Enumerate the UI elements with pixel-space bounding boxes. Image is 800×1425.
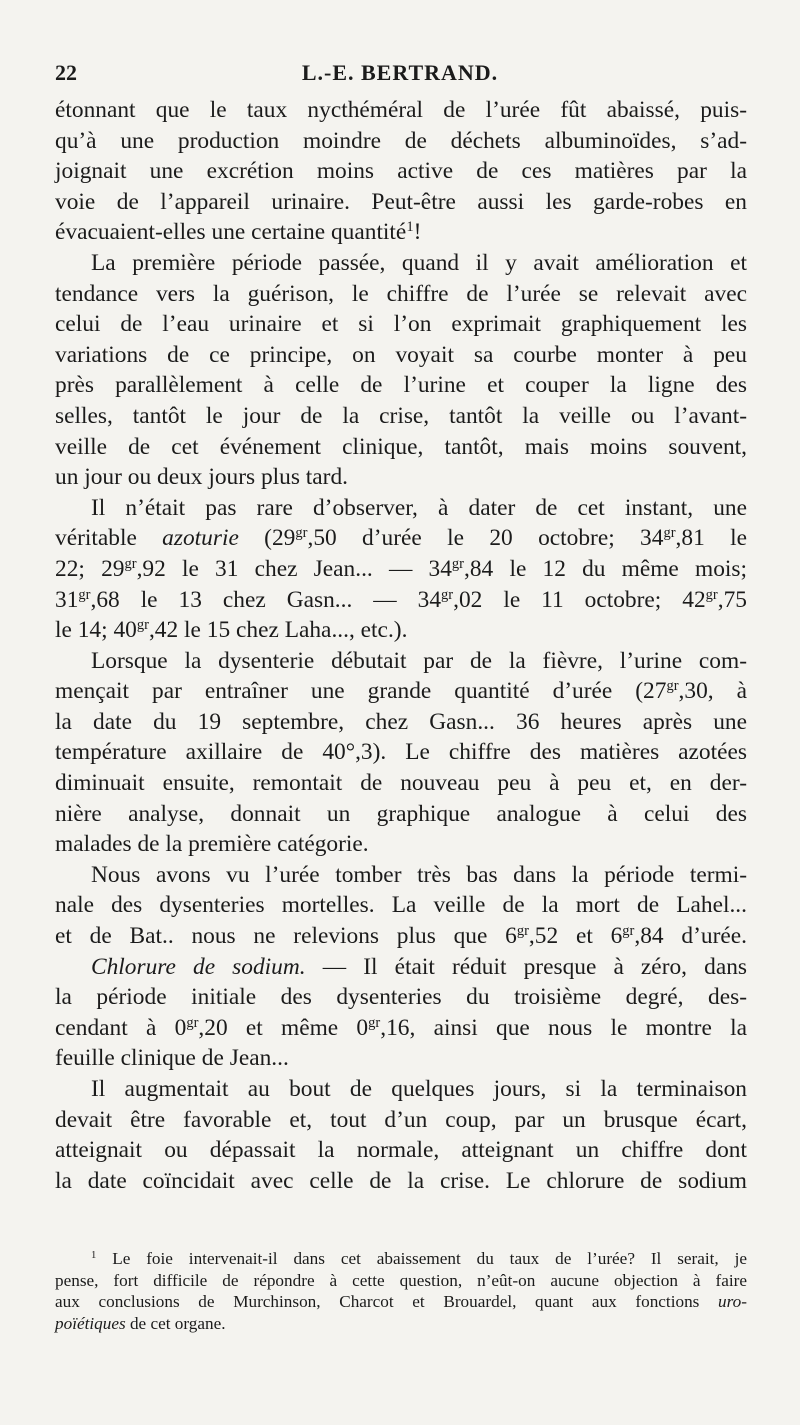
text-line: évacuaient-elles une certaine quantité$^1$!: [55, 219, 422, 246]
body-text: [55, 95, 747, 1196]
text-line: pense, fort difficile de répondre à cette question, n’eût-on aucune objection à faire: [55, 1270, 747, 1290]
text-line: selles, tantôt le jour de la crise, tantôt la veille ou l’avant-: [55, 402, 747, 429]
text-line: devait être favorable et, tout d’un coup, par un brusque écart,: [55, 1106, 747, 1133]
text-line: variations de ce principe, on voyait sa courbe monter à peu: [55, 341, 747, 368]
text-line: nale des dysenteries mortelles. La veille de la mort de Lahel...: [55, 892, 747, 919]
text-line: feuille clinique de Jean...: [55, 1045, 289, 1072]
text-line: la date du 19 septembre, chez Gasn... 36 heures après une: [55, 708, 747, 735]
text-line: $^1$ Le foie intervenait-il dans cet abaissement du taux de l’urée? Il serait, je: [91, 1249, 747, 1268]
text-line: tendance vers la guérison, le chiffre de l’urée se relevait avec: [55, 280, 747, 307]
text-line: et de Bat.. nous ne relevions plus que $6^{gr},52$ et $6^{gr},84$ d’urée.: [55, 923, 747, 950]
text-line: température axillaire de 40°,3). Le chiffre des matières azotées: [55, 739, 747, 766]
text-line: nière analyse, donnait un graphique analogue à celui des: [55, 800, 747, 827]
text-line: Nous avons vu l’urée tomber très bas dans la période termi-: [91, 861, 747, 888]
text-line: Il n’était pas rare d’observer, à dater de cet instant, une: [91, 494, 747, 521]
text-line: qu’à une production moindre de déchets albuminoïdes, s’ad-: [55, 127, 747, 154]
page-number: 22: [55, 60, 77, 85]
text-line: voie de l’appareil urinaire. Peut-être aussi les garde-robes en: [55, 188, 747, 215]
text-line: diminuait ensuite, remontait de nouveau peu à peu et, en der-: [55, 770, 747, 797]
text-line: La première période passée, quand il y avait amélioration et: [91, 249, 747, 276]
text-line: Chlorure de sodium. — Il était réduit presque à zéro, dans: [91, 953, 747, 980]
text-line: Il augmentait au bout de quelques jours, si la terminaison: [91, 1076, 747, 1102]
text-line: celui de l’eau urinaire et si l’on exprimait graphiquement les: [55, 311, 747, 338]
text-line: malades de la première catégorie.: [55, 831, 369, 858]
text-line: étonnant que le taux nycthéméral de l’urée fût abaissé, puis-: [55, 97, 747, 123]
text-line: la date coïncidait avec celle de la crise. Le chlorure de sodium: [55, 1167, 747, 1194]
text-line: un jour ou deux jours plus tard.: [55, 464, 348, 491]
text-line: Lorsque la dysenterie débutait par de la fièvre, l’urine com-: [91, 647, 747, 674]
text-line: aux conclusions de Murchinson, Charcot et Brouardel, quant aux fonctions uro-: [55, 1292, 747, 1311]
text-line: 22; $29^{gr},92$ le 31 chez Jean... — $34^{gr},84$ le 12 du même mois;: [55, 555, 747, 582]
text-line: la période initiale des dysenteries du troisième degré, des-: [55, 984, 747, 1011]
running-head-author: L.-E. BERTRAND.: [301, 60, 499, 85]
text-line: véritable azoturie ($29^{gr},50$ d’urée le 20 octobre; $34^{gr},81$ le: [55, 525, 748, 552]
text-line: cendant à $0^{gr},20$ et même $0^{gr},16$, ainsi que nous le montre la: [55, 1014, 747, 1041]
running-header: [55, 60, 745, 90]
text-line: joignait une excrétion moins active de ces matières par la: [55, 158, 747, 185]
text-line: près parallèlement à celle de l’urine et couper la ligne des: [55, 372, 747, 399]
text-line: $31^{gr},68$ le 13 chez Gasn... — $34^{gr},02$ le 11 octobre; $42^{gr},75$: [55, 586, 747, 613]
text-line: le 14; $40^{gr},42$ le 15 chez Laha..., etc.).: [55, 617, 408, 644]
text-line: mençait par entraîner une grande quantité d’urée ($27^{gr},30$, à: [55, 678, 747, 705]
footnote: [55, 1248, 747, 1334]
text-line: atteignait ou dépassait la normale, atteignant un chiffre dont: [55, 1137, 747, 1164]
text-line: veille de cet événement clinique, tantôt, mais moins souvent,: [55, 433, 747, 460]
text-line: poïétiques de cet organe.: [55, 1313, 226, 1333]
